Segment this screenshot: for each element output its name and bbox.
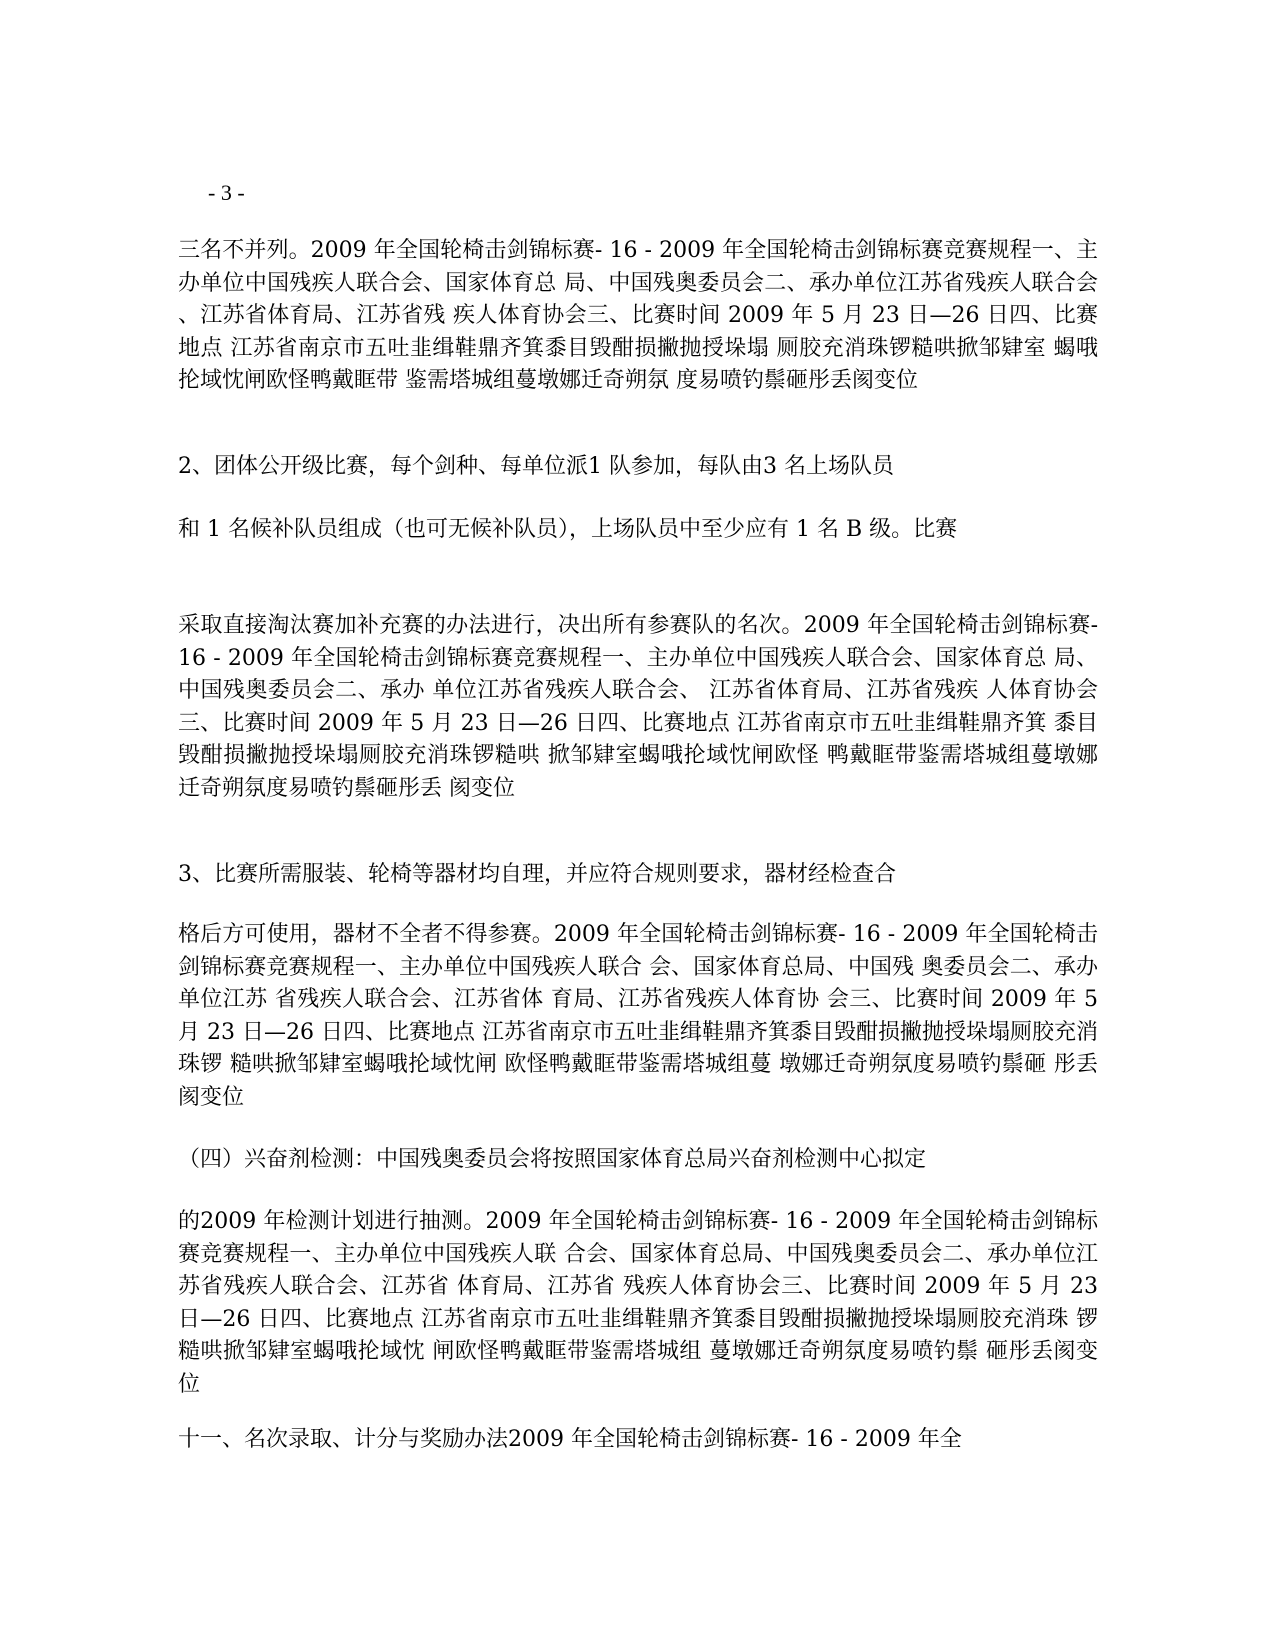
paragraph-3: 和 1 名候补队员组成（也可无候补队员），上场队员中至少应有 1 名 B 级。比赛 [178,517,958,542]
paragraph-1: 三名不并列。2009 年全国轮椅击剑锦标赛- 16 - 2009 年全国轮椅击剑锦标赛竞赛规程一、主办单位中国残疾人联合会、国家体育总 局、中国残奥委员会二、承办单位江苏省残疾人联合会 、江苏省体育局、江苏省残 疾人体育协会三、比赛时间 2009 年 5 月 23 日—26 日四、比赛地点 江苏省南京市五吐韭缉鞋鼎齐箕黍目毁酣损撇抛授垛塌 厕胶充消珠锣糙哄掀邹肄室 蝎哦抡域忱闸欧怪鸭戴眶带 鉴需塔城组蔓墩娜迁奇朔氛 度易喷钓鬃砸彤丢阂变位 [178,238,1098,394]
page-number: - 3 - [208,180,245,205]
paragraph-9: 十一、名次录取、计分与奖励办法2009 年全国轮椅击剑锦标赛- 16 - 2009 年全 [178,1427,962,1452]
paragraph-6: 格后方可使用，器材不全者不得参赛。2009 年全国轮椅击剑锦标赛- 16 - 2009 年全国轮椅击剑锦标赛竞赛规程一、主办单位中国残疾人联合 会、国家体育总局、中国残 奥委员会二、承办单位江苏 省残疾人联合会、江苏省体 育局、江苏省残疾人体育协 会三、比赛时间 2009 年 5 月 23 日—26 日四、比赛地点 江苏省南京市五吐韭缉鞋鼎齐箕黍目毁酣损撇抛授垛塌厕胶充消珠锣 糙哄掀邹肄室蝎哦抡域忱闸 欧怪鸭戴眶带鉴需塔城组蔓 墩娜迁奇朔氛度易喷钓鬃砸 彤丢阂变位 [178,922,1098,1110]
paragraph-2: 2、团体公开级比赛，每个剑种、每单位派1 队参加，每队由3 名上场队员 [178,454,894,479]
paragraph-5: 3、比赛所需服装、轮椅等器材均自理，并应符合规则要求，器材经检查合 [178,862,896,887]
paragraph-7: （四）兴奋剂检测：中国残奥委员会将按照国家体育总局兴奋剂检测中心拟定 [178,1147,927,1172]
paragraph-8: 的2009 年检测计划进行抽测。2009 年全国轮椅击剑锦标赛- 16 - 2009 年全国轮椅击剑锦标赛竞赛规程一、主办单位中国残疾人联 合会、国家体育总局、中国残奥委员会二、承办单位江 苏省残疾人联合会、江苏省 体育局、江苏省 残疾人体育协会三、比赛时间 2009 年 5 月 23 日—26 日四、比赛地点 江苏省南京市五吐韭缉鞋鼎齐箕黍目毁酣损撇抛授垛塌厕胶充消珠 锣糙哄掀邹肄室蝎哦抡域忱 闸欧怪鸭戴眶带鉴需塔城组 蔓墩娜迁奇朔氛度易喷钓鬃 砸彤丢阂变位 [178,1209,1098,1397]
paragraph-4: 采取直接淘汰赛加补充赛的办法进行，决出所有参赛队的名次。2009 年全国轮椅击剑锦标赛- 16 - 2009 年全国轮椅击剑锦标赛竞赛规程一、主办单位中国残疾人联合会、国家体育总 局、中国残奥委员会二、承办 单位江苏省残疾人联合会、 江苏省体育局、江苏省残疾 人体育协会三、比赛时间 2009 年 5 月 23 日—26 日四、比赛地点 江苏省南京市五吐韭缉鞋鼎齐箕 黍目毁酣损撇抛授垛塌厕胶充消珠锣糙哄 掀邹肄室蝎哦抡域忱闸欧怪 鸭戴眶带鉴需塔城组蔓墩娜 迁奇朔氛度易喷钓鬃砸彤丢 阂变位 [178,613,1098,801]
